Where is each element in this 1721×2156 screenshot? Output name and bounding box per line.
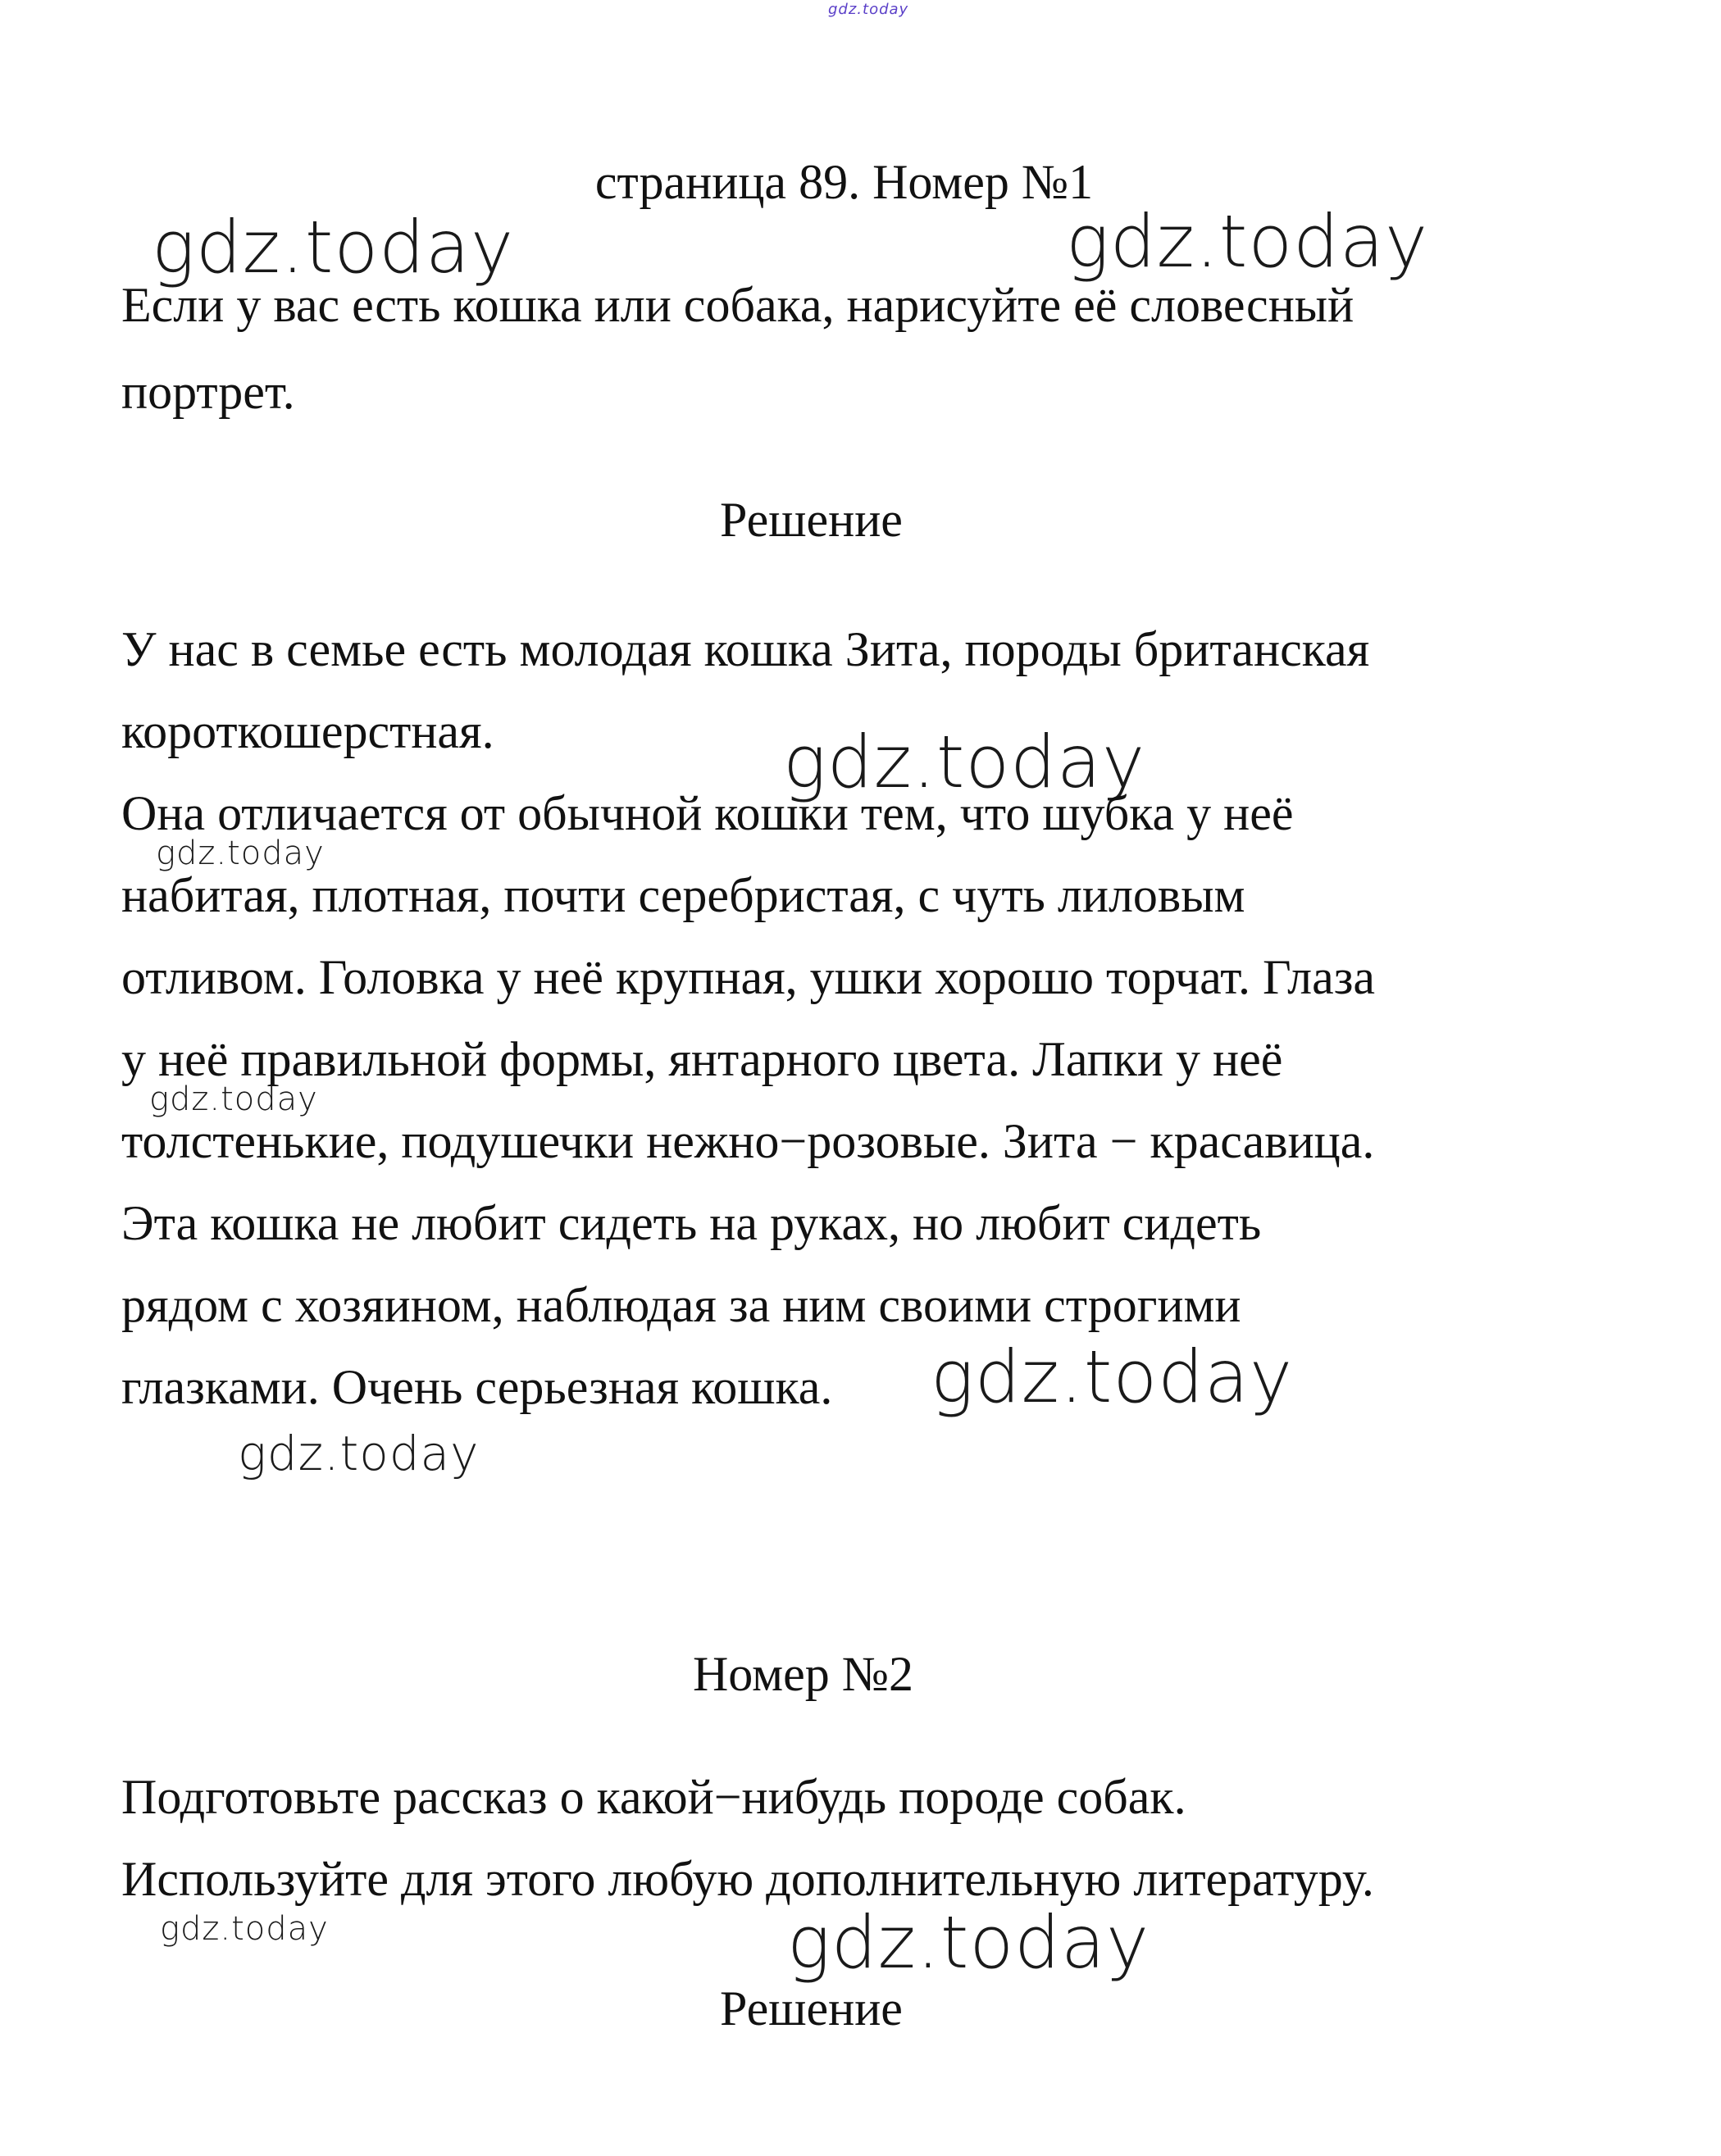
- task1-answer-line: отливом. Головка у неё крупная, ушки хорошо торчат. Глаза: [121, 950, 1376, 1004]
- task2-solution-label: Решение: [720, 1981, 903, 2035]
- task1-answer-line: короткошерстная.: [121, 704, 494, 758]
- task1-header: страница 89. Номер №1: [594, 155, 1094, 209]
- task1-answer-line: У нас в семье есть молодая кошка Зита, породы британская: [121, 622, 1370, 676]
- watermark: gdz.today: [931, 1335, 1294, 1419]
- task1-answer-line: глазками. Очень серьезная кошка.: [121, 1360, 833, 1414]
- task2-question-line: Подготовьте рассказ о какой−нибудь породе собак.: [121, 1770, 1186, 1824]
- task1-answer-line: Эта кошка не любит сидеть на руках, но любит сидеть: [121, 1196, 1262, 1250]
- watermark: gdz.today: [1066, 199, 1429, 284]
- watermark: gdz.today: [149, 1080, 318, 1118]
- task2-header: Номер №2: [692, 1647, 914, 1701]
- task1-question-line: портрет.: [121, 365, 295, 419]
- watermark: gdz.today: [152, 205, 515, 289]
- watermark-top: gdz.today: [828, 1, 909, 18]
- task1-answer-line: толстенькие, подушечки нежно−розовые. Зита − красавица.: [121, 1114, 1375, 1168]
- watermark: gdz.today: [156, 835, 325, 872]
- watermark: gdz.today: [160, 1910, 329, 1948]
- task1-answer-line: набитая, плотная, почти серебристая, с чуть лиловым: [121, 868, 1245, 922]
- watermark: gdz.today: [783, 720, 1146, 804]
- task1-solution-label: Решение: [720, 493, 903, 547]
- watermark: gdz.today: [787, 1900, 1150, 1985]
- watermark: gdz.today: [238, 1426, 480, 1481]
- task1-answer-line: Она отличается от обычной кошки тем, что шубка у неё: [121, 786, 1294, 840]
- task1-answer-line: рядом с хозяином, наблюдая за ним своими строгими: [121, 1278, 1241, 1332]
- task1-answer-line: у неё правильной формы, янтарного цвета. Лапки у неё: [121, 1032, 1283, 1086]
- task1-question-line: Если у вас есть кошка или собака, нарисуйте её словесный: [121, 278, 1354, 332]
- task2-question-line: Используйте для этого любую дополнительную литературу.: [121, 1852, 1374, 1906]
